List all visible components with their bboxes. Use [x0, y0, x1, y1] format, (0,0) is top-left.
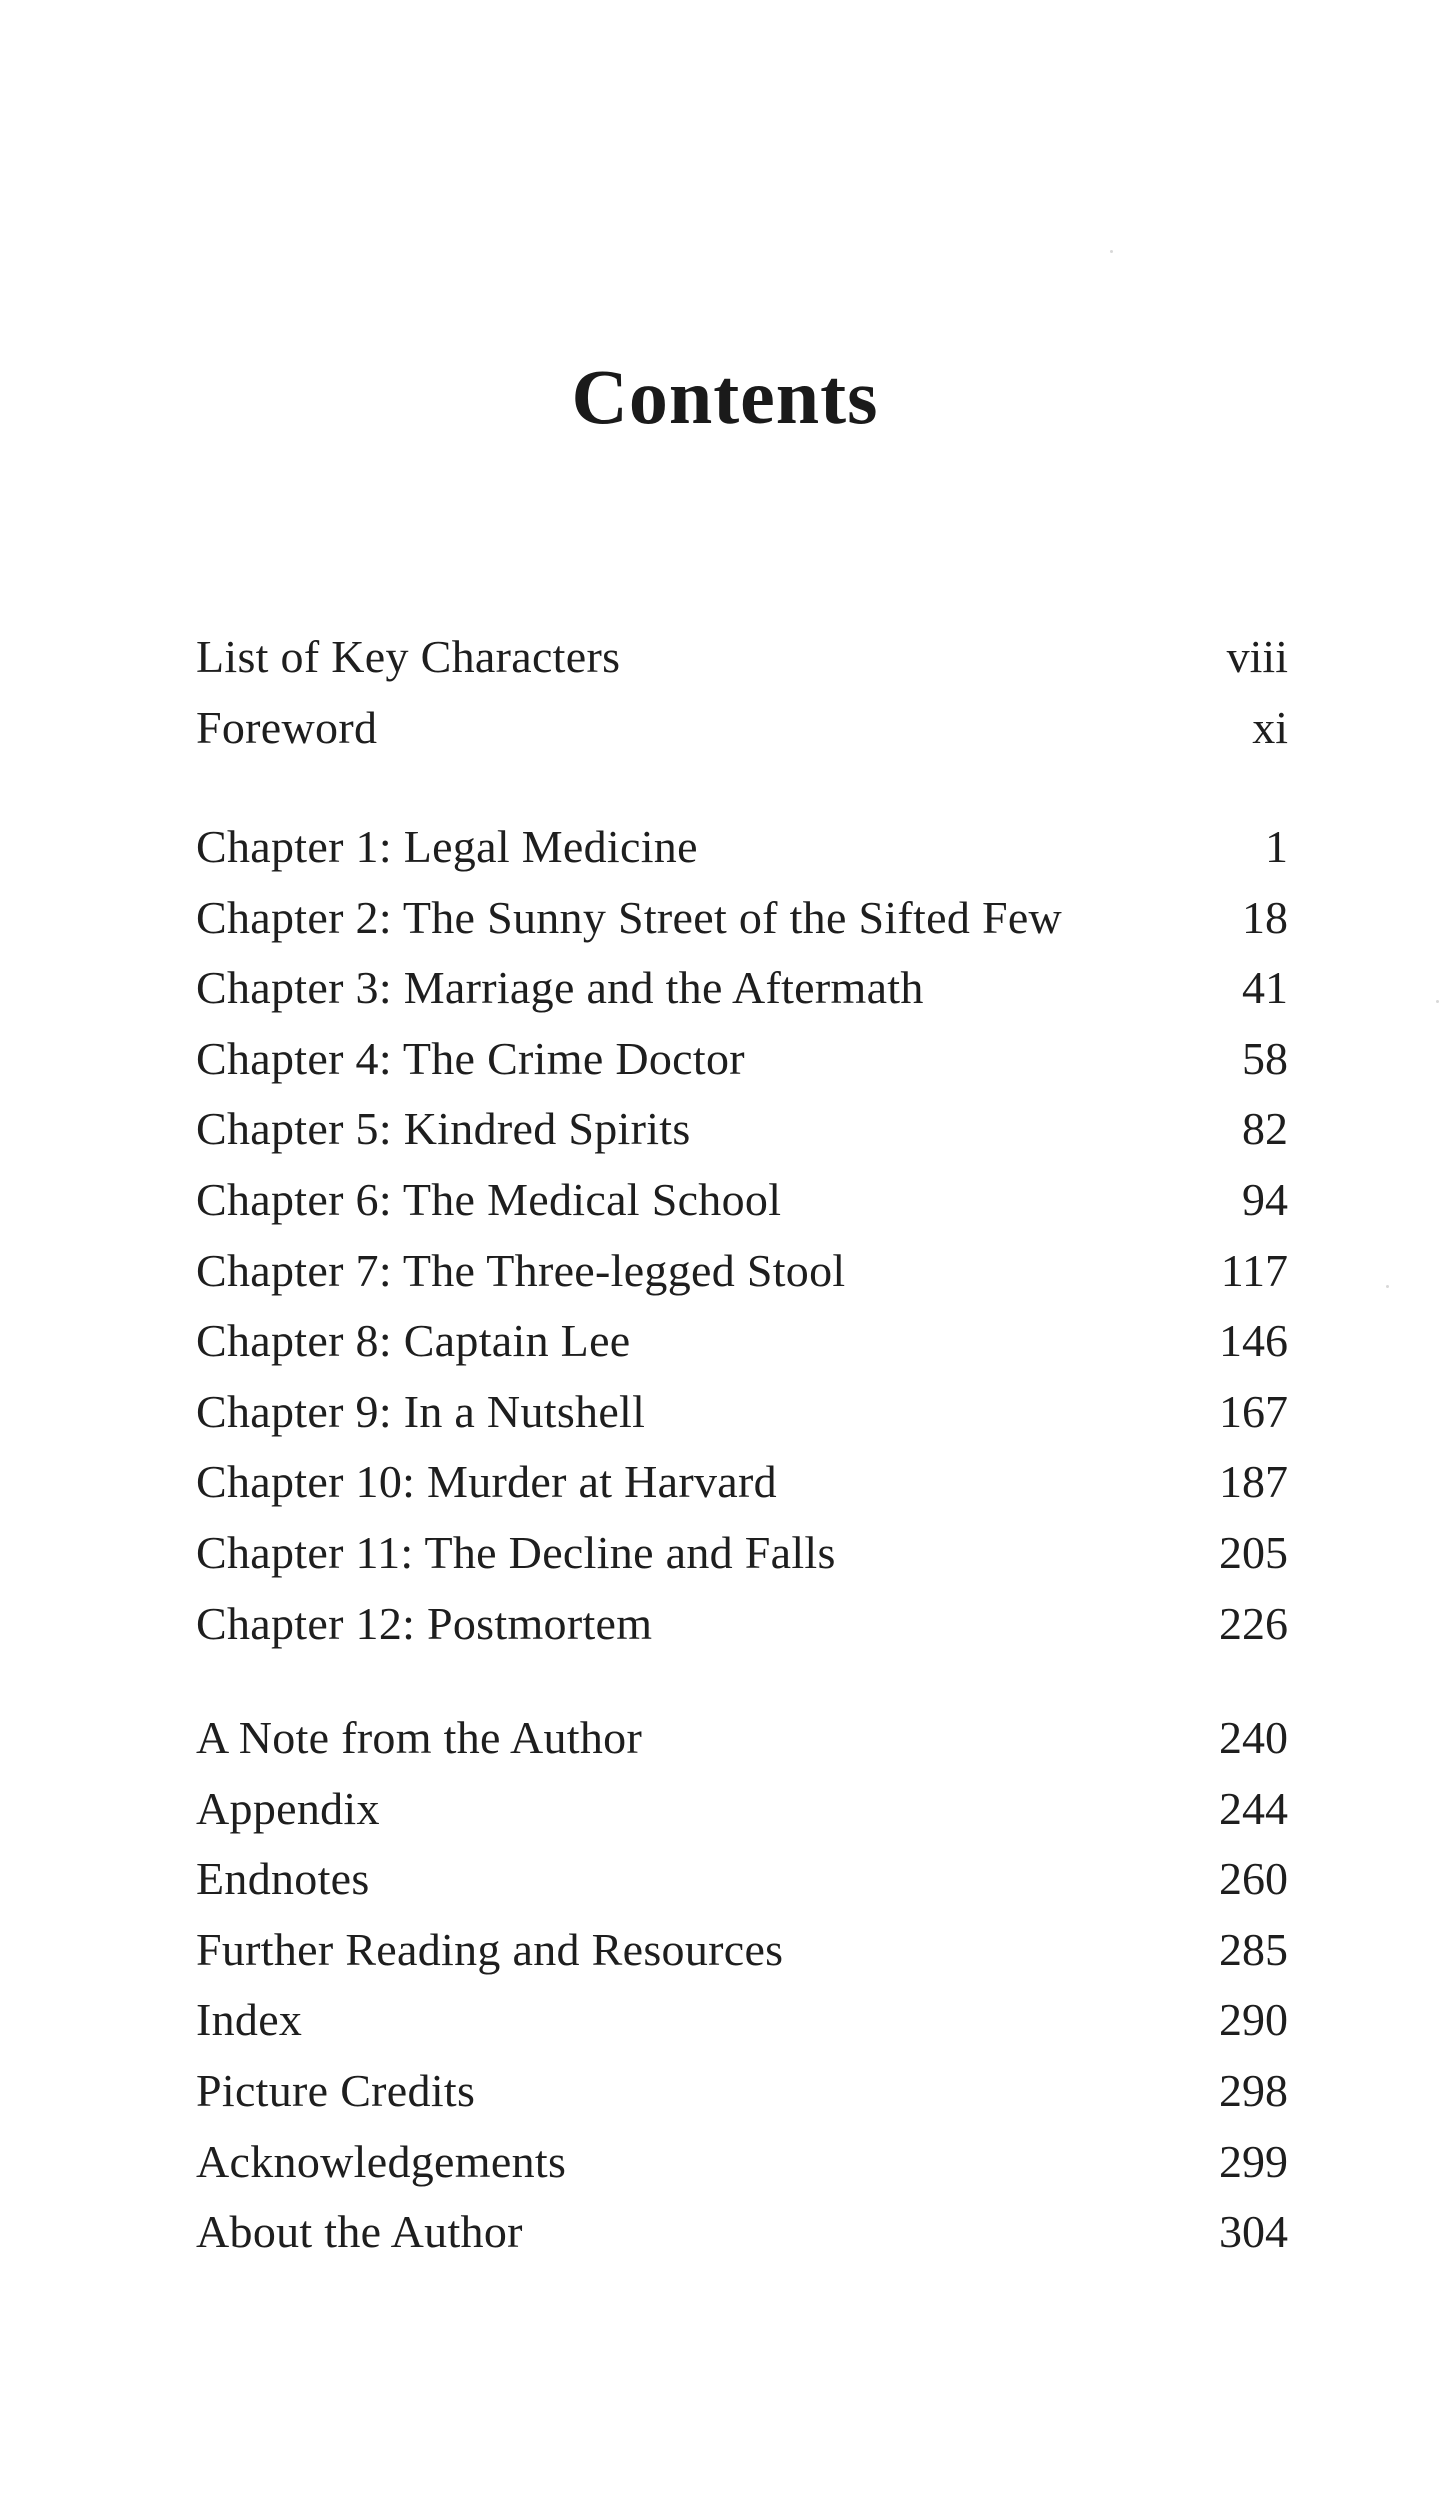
toc-entry-page: 304: [1219, 2206, 1288, 2258]
toc-entry-title: Foreword: [196, 701, 378, 753]
toc-entry-page: 167: [1219, 1385, 1288, 1437]
toc-entry-title: Chapter 3: Marriage and the Aftermath: [196, 962, 924, 1014]
toc-entry-page: 58: [1242, 1032, 1288, 1084]
toc-entry-page: 18: [1242, 891, 1288, 943]
toc-entry: [196, 883, 1288, 954]
paper-speck: [1386, 1285, 1389, 1288]
toc-entry-title: A Note from the Author: [196, 1712, 643, 1763]
page-title: Contents: [571, 353, 879, 440]
toc-entry-title: Chapter 11: The Decline and Falls: [196, 1526, 836, 1578]
toc-entry: [196, 1377, 1288, 1448]
toc-entry-title: Chapter 12: Postmortem: [196, 1597, 653, 1649]
paper-speck: [1436, 1000, 1439, 1003]
toc-entry: [196, 1985, 1288, 2056]
toc-entry-title: Chapter 9: In a Nutshell: [196, 1385, 646, 1437]
toc-entry: [196, 1165, 1288, 1236]
toc-entry-title: Chapter 6: The Medical School: [196, 1173, 782, 1225]
toc-entry-page: viii: [1226, 631, 1288, 682]
toc-entry-title: Further Reading and Resources: [196, 1923, 784, 1975]
toc-entry-title: Chapter 8: Captain Lee: [196, 1315, 631, 1367]
toc-entry-page: 117: [1220, 1244, 1288, 1296]
toc-entry-page: 244: [1219, 1782, 1288, 1834]
toc-entry-page: 240: [1219, 1712, 1288, 1763]
toc-entry-page: 94: [1242, 1173, 1288, 1225]
toc-entry-title: Acknowledgements: [196, 2135, 567, 2187]
toc-entry-page: 299: [1219, 2135, 1288, 2187]
toc-entry: [196, 2127, 1288, 2198]
toc-entry-title: Chapter 1: Legal Medicine: [196, 821, 698, 872]
chapters-group: [196, 812, 1288, 1659]
toc-entry-title: Chapter 2: The Sunny Street of the Sifted Few: [196, 891, 1063, 943]
toc-entry-page: 285: [1219, 1923, 1288, 1975]
paper-speck: [1110, 250, 1113, 253]
back-matter-group: [196, 1703, 1288, 2268]
toc-entry-page: 226: [1219, 1597, 1288, 1649]
toc-entry: [196, 1306, 1288, 1377]
toc-entry: [196, 693, 1288, 764]
toc-entry-page: 290: [1219, 1994, 1288, 2046]
toc-entry-page: 41: [1242, 962, 1288, 1014]
toc-entry: [196, 1094, 1288, 1165]
toc-entry-title: Picture Credits: [196, 2064, 476, 2116]
toc-entry-title: Endnotes: [196, 1853, 370, 1905]
toc-entry-title: Index: [196, 1994, 303, 2046]
toc-entry: [196, 1518, 1288, 1589]
toc-entry-title: About the Author: [196, 2206, 523, 2258]
toc-entry-page: 187: [1219, 1456, 1288, 1508]
toc-entry: [196, 1236, 1288, 1307]
toc-entry: [196, 812, 1288, 883]
toc-entry: [196, 1915, 1288, 1986]
toc-entry: [196, 622, 1288, 693]
toc-entry-page: 146: [1219, 1315, 1288, 1367]
toc-entry: [196, 953, 1288, 1024]
toc-entry-title: Chapter 10: Murder at Harvard: [196, 1456, 777, 1508]
toc-entry: [196, 1774, 1288, 1845]
toc-entry-page: 298: [1219, 2064, 1288, 2116]
toc-entry-title: Appendix: [196, 1782, 380, 1834]
toc-entry-title: Chapter 7: The Three-legged Stool: [196, 1244, 846, 1296]
toc-entry-page: 205: [1219, 1526, 1288, 1578]
toc-entry-page: 82: [1242, 1103, 1288, 1155]
toc-entry-title: List of Key Characters: [196, 631, 621, 682]
toc-entry-page: xi: [1252, 701, 1288, 753]
toc-entry: [196, 2197, 1288, 2268]
toc-entry: [196, 1589, 1288, 1660]
toc-entry-page: 260: [1219, 1853, 1288, 1905]
toc-entry: [196, 1703, 1288, 1774]
toc-entry-title: Chapter 5: Kindred Spirits: [196, 1103, 691, 1155]
toc-entry: [196, 1447, 1288, 1518]
toc-entry: [196, 1844, 1288, 1915]
toc-entry: [196, 2056, 1288, 2127]
toc-entry: [196, 1024, 1288, 1095]
toc-entry-title: Chapter 4: The Crime Doctor: [196, 1032, 745, 1084]
toc-entry-page: 1: [1265, 821, 1288, 872]
front-matter-group: [196, 622, 1288, 763]
